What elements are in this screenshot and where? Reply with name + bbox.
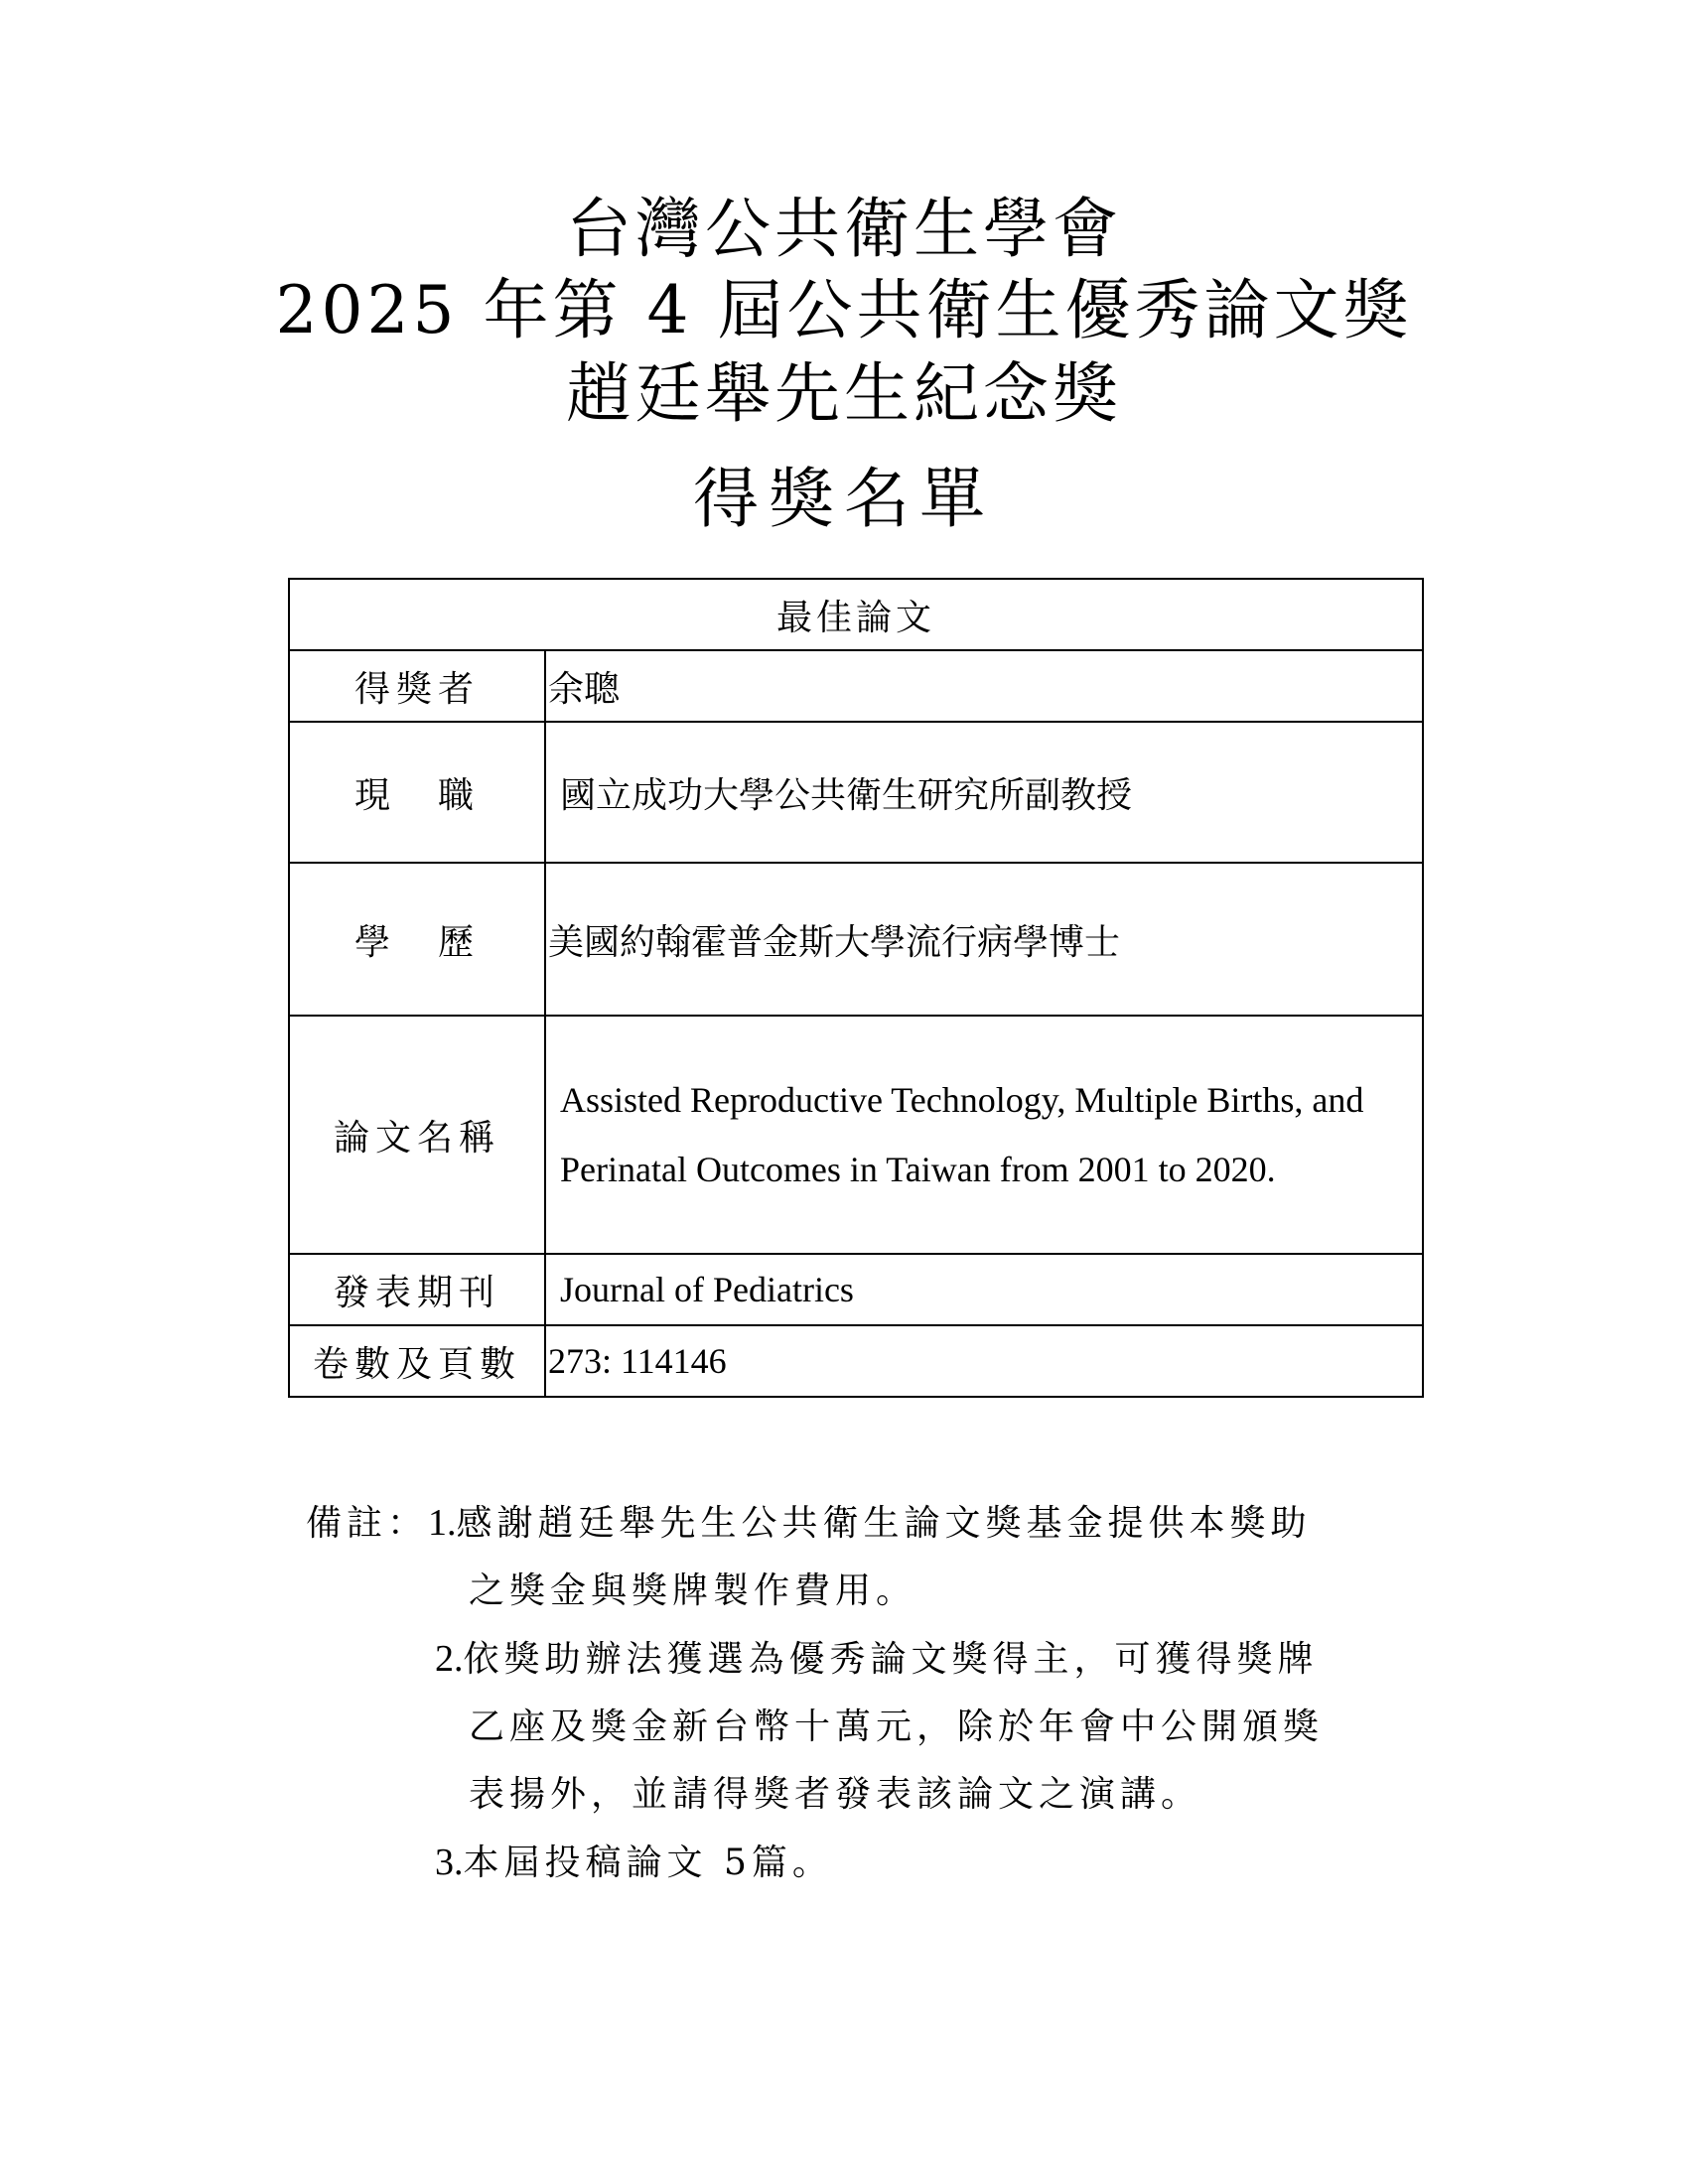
table-row <box>289 722 1423 863</box>
table-row <box>289 650 1423 722</box>
remark-continuation: 乙座及獎金新台幣十萬元，除於年會中公開頒獎 <box>469 1706 1325 1747</box>
table-header-row <box>289 579 1423 650</box>
row-label-volume-pages: 卷數及頁數 <box>289 1325 545 1397</box>
document-title-block <box>0 189 1688 540</box>
paper-title: Assisted Reproductive Technology, Multiple Births, and Perinatal Outcomes in Taiwan from 2001 to 2020. <box>545 1016 1423 1254</box>
section-header: 最佳論文 <box>289 579 1423 650</box>
journal-name: Journal of Pediatrics <box>545 1254 1423 1325</box>
memorial-award-name: 趙廷舉先生紀念獎 <box>566 355 1122 432</box>
remark-number: 3. <box>435 1842 464 1883</box>
remark-continuation: 表揚外，並請得獎者發表該論文之演講。 <box>469 1774 1202 1815</box>
remark-text: 感謝趙廷舉先生公共衛生論文獎基金提供本獎助 <box>456 1503 1312 1544</box>
row-label-journal: 發表期刊 <box>289 1254 545 1325</box>
remarks-prefix: 備註： <box>306 1503 429 1544</box>
remark-text: 依獎助辦法獲選為優秀論文獎得主，可獲得獎牌 <box>463 1639 1319 1680</box>
table-row <box>289 1016 1423 1254</box>
award-table <box>288 578 1424 1398</box>
remark-item <box>306 1625 1398 1694</box>
award-title: 2025 年第 4 屆公共衛生優秀論文獎 <box>275 272 1413 348</box>
society-name: 台灣公共衛生學會 <box>566 191 1122 267</box>
table-row <box>289 863 1423 1016</box>
remark-item <box>306 1489 1398 1558</box>
remark-continuation: 之獎金與獎牌製作費用。 <box>469 1570 917 1611</box>
winner-position: 國立成功大學公共衛生研究所副教授 <box>545 722 1423 863</box>
row-label-paper-title: 論文名稱 <box>289 1016 545 1254</box>
row-label-education: 學 歷 <box>289 863 545 1016</box>
winner-name: 余聰 <box>545 650 1423 722</box>
winner-list-heading: 得獎名單 <box>693 461 995 537</box>
remark-number: 2. <box>435 1638 464 1680</box>
row-label-position: 現 職 <box>289 722 545 863</box>
winner-education: 美國約翰霍普金斯大學流行病學博士 <box>545 863 1423 1016</box>
row-label-winner: 得獎者 <box>289 650 545 722</box>
remark-item <box>306 1829 1398 1897</box>
remarks-section <box>306 1489 1398 1897</box>
remark-number: 1. <box>428 1502 457 1544</box>
table-row <box>289 1254 1423 1325</box>
remark-text: 本屆投稿論文 5篇。 <box>463 1843 833 1883</box>
table-row <box>289 1325 1423 1397</box>
volume-pages: 273: 114146 <box>545 1325 1423 1397</box>
